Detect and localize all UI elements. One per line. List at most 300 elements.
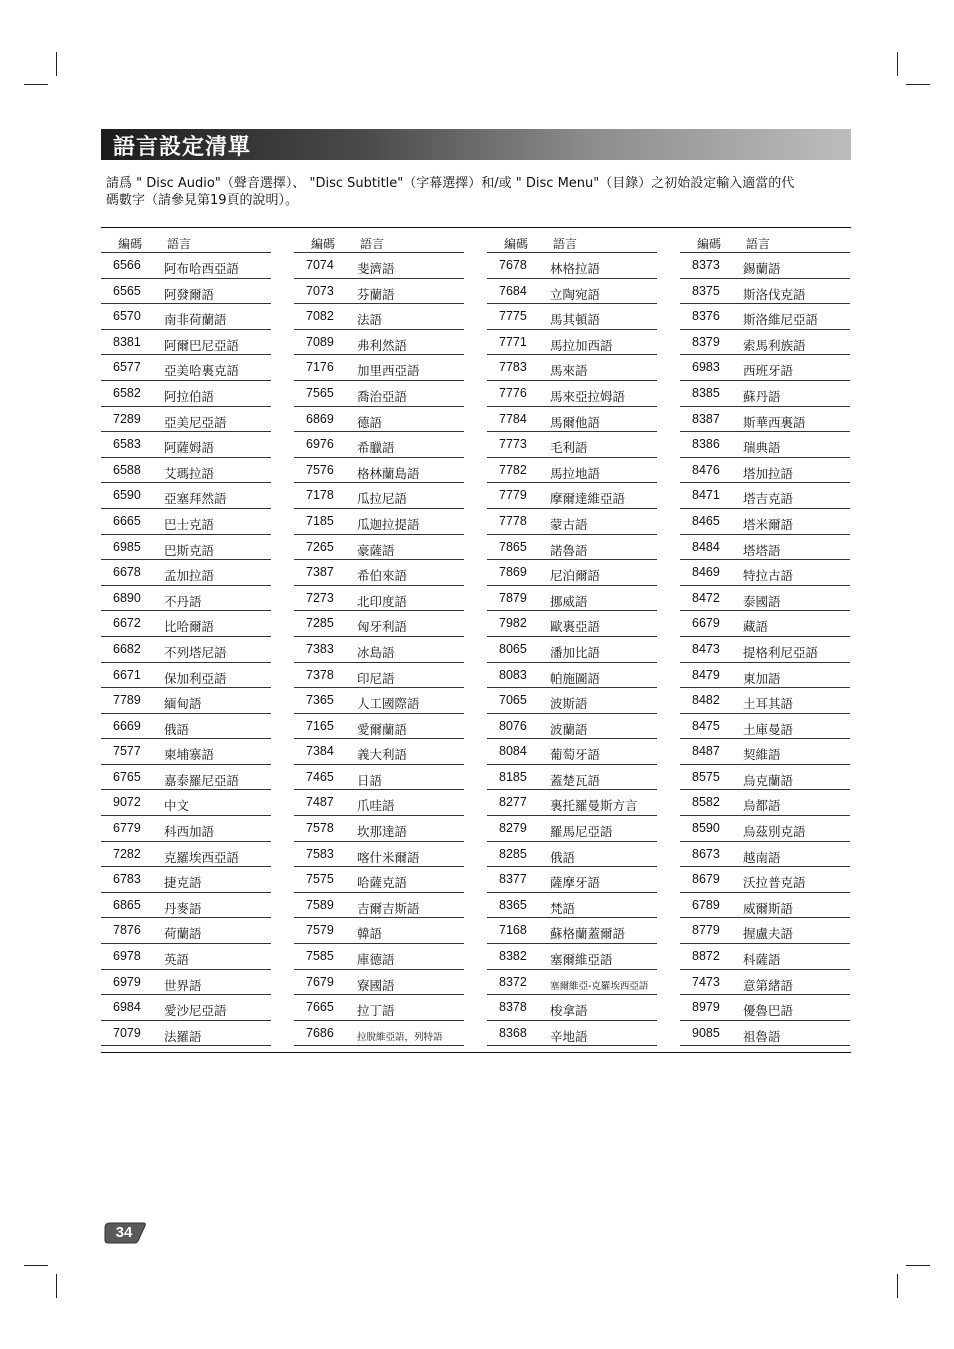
table-row bbox=[680, 253, 850, 279]
language-code: 6672 bbox=[113, 616, 141, 631]
language-code: 8473 bbox=[692, 641, 720, 656]
table-row bbox=[487, 253, 657, 279]
table-row bbox=[680, 739, 850, 765]
crop-mark bbox=[24, 1265, 48, 1266]
language-name: 阿拉伯語 bbox=[164, 388, 215, 404]
language-name: 塞爾維亞-克羅埃西亞語 bbox=[550, 980, 649, 992]
table-row bbox=[294, 893, 464, 919]
language-name: 羅馬尼亞語 bbox=[550, 824, 613, 840]
table-row bbox=[487, 714, 657, 740]
language-name: 義大利語 bbox=[357, 747, 408, 763]
language-name: 諾魯語 bbox=[550, 542, 588, 558]
language-name: 印尼語 bbox=[357, 670, 395, 686]
language-code: 7082 bbox=[306, 309, 334, 324]
language-name: 握盧夫語 bbox=[743, 926, 794, 942]
language-name: 梭拿語 bbox=[550, 1003, 588, 1019]
language-code: 8376 bbox=[692, 309, 720, 324]
table-row bbox=[101, 944, 271, 970]
table-row bbox=[680, 483, 850, 509]
table-column bbox=[294, 228, 464, 1046]
crop-mark bbox=[56, 52, 57, 76]
language-name: 人工國際語 bbox=[357, 696, 420, 712]
language-name: 愛爾蘭語 bbox=[357, 721, 408, 737]
language-code: 8475 bbox=[692, 718, 720, 733]
page-title: 語言設定清單 bbox=[113, 135, 252, 160]
language-code: 8484 bbox=[692, 539, 720, 554]
header-language: 語言 bbox=[360, 237, 385, 251]
language-code: 8065 bbox=[499, 641, 527, 656]
language-code: 7589 bbox=[306, 897, 334, 912]
table-row bbox=[680, 535, 850, 561]
language-code: 7282 bbox=[113, 846, 141, 861]
language-code: 8076 bbox=[499, 718, 527, 733]
language-name: 不丹語 bbox=[164, 593, 202, 609]
language-code: 8279 bbox=[499, 821, 527, 836]
language-code: 6984 bbox=[113, 1000, 141, 1015]
language-code: 7679 bbox=[306, 974, 334, 989]
table-row bbox=[294, 918, 464, 944]
language-code: 7465 bbox=[306, 769, 334, 784]
language-name: 拉丁語 bbox=[357, 1003, 395, 1019]
table-row bbox=[294, 970, 464, 996]
language-name: 瑞典語 bbox=[743, 440, 781, 456]
table-row bbox=[487, 304, 657, 330]
table-row bbox=[101, 330, 271, 356]
language-name: 契維語 bbox=[743, 747, 781, 763]
header-code: 編碼 bbox=[118, 237, 143, 251]
language-code: 7165 bbox=[306, 718, 334, 733]
language-code: 6779 bbox=[113, 821, 141, 836]
language-name: 馬爾他語 bbox=[550, 414, 601, 430]
language-code: 7073 bbox=[306, 283, 334, 298]
table-row bbox=[487, 970, 657, 996]
language-name: 祖魯語 bbox=[743, 1028, 781, 1044]
language-name: 寮國語 bbox=[357, 977, 395, 993]
language-name: 馬其頓語 bbox=[550, 312, 601, 328]
language-code: 6985 bbox=[113, 539, 141, 554]
crop-mark bbox=[897, 52, 898, 76]
language-name: 塔吉克語 bbox=[743, 491, 794, 507]
language-code: 6679 bbox=[692, 616, 720, 631]
language-code: 7365 bbox=[306, 693, 334, 708]
table-row bbox=[294, 637, 464, 663]
table-row bbox=[101, 253, 271, 279]
table-row bbox=[294, 509, 464, 535]
language-name: 東加語 bbox=[743, 670, 781, 686]
language-name: 吉爾吉斯語 bbox=[357, 900, 420, 916]
language-name: 蒙古語 bbox=[550, 516, 588, 532]
language-name: 阿薩姆語 bbox=[164, 440, 215, 456]
table-row bbox=[294, 995, 464, 1021]
language-name: 烏茲別克語 bbox=[743, 824, 806, 840]
language-code: 8779 bbox=[692, 923, 720, 938]
language-code: 6582 bbox=[113, 385, 141, 400]
language-code: 7577 bbox=[113, 744, 141, 759]
crop-mark bbox=[24, 84, 48, 85]
language-name: 特拉古語 bbox=[743, 568, 794, 584]
language-code: 8382 bbox=[499, 949, 527, 964]
language-code: 7576 bbox=[306, 462, 334, 477]
table-row bbox=[101, 509, 271, 535]
language-code: 7178 bbox=[306, 488, 334, 503]
column-header bbox=[101, 228, 271, 253]
language-name: 巴士克語 bbox=[164, 516, 215, 532]
language-name: 喀什米爾語 bbox=[357, 849, 420, 865]
table-row bbox=[294, 304, 464, 330]
table-row bbox=[680, 970, 850, 996]
language-name: 日語 bbox=[357, 772, 383, 788]
table-row bbox=[101, 995, 271, 1021]
language-code: 7289 bbox=[113, 411, 141, 426]
language-name: 帕施圖語 bbox=[550, 670, 601, 686]
table-bottom-rule bbox=[101, 1052, 851, 1053]
crop-mark bbox=[56, 1274, 57, 1298]
language-code: 8979 bbox=[692, 1000, 720, 1015]
table-row bbox=[487, 458, 657, 484]
language-code: 8375 bbox=[692, 283, 720, 298]
table-row bbox=[487, 739, 657, 765]
table-row bbox=[487, 637, 657, 663]
language-name: 庫德語 bbox=[357, 952, 395, 968]
table-row bbox=[294, 816, 464, 842]
language-name: 拉脫維亞語，列特語 bbox=[357, 1031, 443, 1043]
table-row bbox=[101, 970, 271, 996]
language-name: 法羅語 bbox=[164, 1028, 202, 1044]
language-code: 6566 bbox=[113, 258, 141, 272]
language-name: 保加利亞語 bbox=[164, 670, 227, 686]
language-code: 7789 bbox=[113, 693, 141, 708]
language-code: 8083 bbox=[499, 667, 527, 682]
table-row bbox=[101, 842, 271, 868]
language-name: 毛利語 bbox=[550, 440, 588, 456]
table-row bbox=[487, 944, 657, 970]
language-code: 6583 bbox=[113, 437, 141, 452]
table-row bbox=[101, 893, 271, 919]
language-name: 斯洛伐克語 bbox=[743, 286, 806, 302]
language-name: 俄語 bbox=[164, 721, 190, 737]
table-row bbox=[680, 765, 850, 791]
header-language: 語言 bbox=[553, 237, 578, 251]
language-code: 7876 bbox=[113, 923, 141, 938]
language-code: 6789 bbox=[692, 897, 720, 912]
language-name: 南非荷蘭語 bbox=[164, 312, 227, 328]
table-row bbox=[487, 560, 657, 586]
language-code: 8373 bbox=[692, 258, 720, 272]
table-row bbox=[294, 867, 464, 893]
language-code: 8377 bbox=[499, 872, 527, 887]
language-name: 威爾斯語 bbox=[743, 900, 794, 916]
language-name: 土庫曼語 bbox=[743, 721, 794, 737]
language-name: 摩爾達維亞語 bbox=[550, 491, 626, 507]
language-code: 8590 bbox=[692, 821, 720, 836]
language-name: 馬拉地語 bbox=[550, 465, 601, 481]
table-row bbox=[487, 586, 657, 612]
table-row bbox=[487, 355, 657, 381]
language-code: 7176 bbox=[306, 360, 334, 375]
table-row bbox=[294, 355, 464, 381]
language-name: 愛沙尼亞語 bbox=[164, 1003, 227, 1019]
language-name: 梵語 bbox=[550, 900, 576, 916]
language-code: 9085 bbox=[692, 1025, 720, 1040]
language-code: 6682 bbox=[113, 641, 141, 656]
language-code: 6979 bbox=[113, 974, 141, 989]
language-code: 8385 bbox=[692, 385, 720, 400]
table-row bbox=[101, 918, 271, 944]
language-name: 巴斯克語 bbox=[164, 542, 215, 558]
table-row bbox=[680, 995, 850, 1021]
table-row bbox=[294, 611, 464, 637]
table-row bbox=[487, 867, 657, 893]
table-row bbox=[101, 1021, 271, 1047]
header-code: 編碼 bbox=[311, 237, 336, 251]
table-row bbox=[680, 560, 850, 586]
language-name: 塞爾維亞語 bbox=[550, 952, 613, 968]
table-row bbox=[680, 355, 850, 381]
table-row bbox=[487, 663, 657, 689]
language-name: 嘉泰羅尼亞語 bbox=[164, 772, 240, 788]
language-name: 艾瑪拉語 bbox=[164, 465, 215, 481]
table-row bbox=[680, 688, 850, 714]
language-name: 爪哇語 bbox=[357, 798, 395, 814]
language-code: 7473 bbox=[692, 974, 720, 989]
language-name: 捷克語 bbox=[164, 875, 202, 891]
crop-mark bbox=[897, 1274, 898, 1298]
language-code: 8575 bbox=[692, 769, 720, 784]
language-code: 6665 bbox=[113, 513, 141, 528]
language-code: 6570 bbox=[113, 309, 141, 324]
table-row bbox=[101, 483, 271, 509]
language-code: 8285 bbox=[499, 846, 527, 861]
table-row bbox=[101, 560, 271, 586]
language-code: 6678 bbox=[113, 565, 141, 580]
table-row bbox=[680, 867, 850, 893]
language-code: 8465 bbox=[692, 513, 720, 528]
table-row bbox=[101, 688, 271, 714]
language-name: 克羅埃西亞語 bbox=[164, 849, 240, 865]
language-code: 6671 bbox=[113, 667, 141, 682]
table-row bbox=[680, 893, 850, 919]
table-row bbox=[487, 611, 657, 637]
page-number-badge bbox=[104, 1222, 146, 1244]
table-row bbox=[294, 560, 464, 586]
language-name: 波蘭語 bbox=[550, 721, 588, 737]
language-code: 7585 bbox=[306, 949, 334, 964]
header-code: 編碼 bbox=[504, 237, 529, 251]
language-name: 泰國語 bbox=[743, 593, 781, 609]
table-row bbox=[101, 714, 271, 740]
language-code: 8372 bbox=[499, 974, 527, 989]
language-name: 塔加拉語 bbox=[743, 465, 794, 481]
table-row bbox=[101, 867, 271, 893]
language-code: 7778 bbox=[499, 513, 527, 528]
language-name: 立陶宛語 bbox=[550, 286, 601, 302]
language-name: 辛地語 bbox=[550, 1028, 588, 1044]
language-code: 6869 bbox=[306, 411, 334, 426]
table-row bbox=[101, 816, 271, 842]
language-code: 8471 bbox=[692, 488, 720, 503]
intro-line: 碼數字（請參見第19頁的說明）。 bbox=[106, 193, 299, 208]
language-name: 世界語 bbox=[164, 977, 202, 993]
title-bar bbox=[101, 129, 851, 160]
table-row bbox=[680, 304, 850, 330]
table-row bbox=[487, 816, 657, 842]
language-name: 格林蘭島語 bbox=[357, 465, 420, 481]
language-code: 7168 bbox=[499, 923, 527, 938]
language-name: 尼泊爾語 bbox=[550, 568, 601, 584]
language-name: 斯洛維尼亞語 bbox=[743, 312, 819, 328]
language-code: 8084 bbox=[499, 744, 527, 759]
language-name: 斯華西裏語 bbox=[743, 414, 806, 430]
language-name: 希臘語 bbox=[357, 440, 395, 456]
language-name: 林格拉語 bbox=[550, 261, 601, 276]
table-row bbox=[680, 944, 850, 970]
language-name: 緬甸語 bbox=[164, 696, 202, 712]
language-code: 7686 bbox=[306, 1025, 334, 1040]
language-name: 比哈爾語 bbox=[164, 619, 215, 635]
language-code: 6588 bbox=[113, 462, 141, 477]
language-name: 德語 bbox=[357, 414, 383, 430]
language-name: 科西加語 bbox=[164, 824, 215, 840]
table-row bbox=[680, 509, 850, 535]
language-code: 7383 bbox=[306, 641, 334, 656]
language-code: 7079 bbox=[113, 1025, 141, 1040]
table-column bbox=[101, 228, 271, 1046]
table-row bbox=[294, 279, 464, 305]
table-row bbox=[680, 458, 850, 484]
page-number: 34 bbox=[115, 1224, 133, 1241]
language-code: 7869 bbox=[499, 565, 527, 580]
table-row bbox=[294, 432, 464, 458]
table-row bbox=[101, 663, 271, 689]
table-row bbox=[487, 330, 657, 356]
language-code: 7879 bbox=[499, 590, 527, 605]
language-name: 不列塔尼語 bbox=[164, 644, 227, 660]
table-row bbox=[680, 330, 850, 356]
column-header bbox=[294, 228, 464, 253]
language-code: 7579 bbox=[306, 923, 334, 938]
language-code: 6669 bbox=[113, 718, 141, 733]
language-code: 8679 bbox=[692, 872, 720, 887]
language-name: 錫蘭語 bbox=[743, 261, 781, 276]
language-code: 7583 bbox=[306, 846, 334, 861]
language-code: 7074 bbox=[306, 258, 334, 272]
language-name: 提格利尼亞語 bbox=[743, 644, 819, 660]
language-name: 亞塞拜然語 bbox=[164, 491, 227, 507]
table-row bbox=[487, 688, 657, 714]
language-name: 烏克蘭語 bbox=[743, 772, 794, 788]
table-row bbox=[487, 1021, 657, 1047]
table-row bbox=[680, 279, 850, 305]
language-code: 7089 bbox=[306, 334, 334, 349]
language-code: 8277 bbox=[499, 795, 527, 810]
table-row bbox=[294, 586, 464, 612]
language-name: 索馬利族語 bbox=[743, 337, 806, 353]
language-code: 6865 bbox=[113, 897, 141, 912]
language-name: 加里西亞語 bbox=[357, 363, 420, 379]
table-row bbox=[294, 253, 464, 279]
table-row bbox=[680, 407, 850, 433]
language-name: 蘇丹語 bbox=[743, 388, 781, 404]
language-name: 阿爾巴尼亞語 bbox=[164, 337, 240, 353]
language-name: 科薩語 bbox=[743, 952, 781, 968]
language-code: 7575 bbox=[306, 872, 334, 887]
header-code: 編碼 bbox=[697, 237, 722, 251]
column-header bbox=[680, 228, 850, 253]
table-row bbox=[294, 714, 464, 740]
language-name: 俄語 bbox=[550, 849, 576, 865]
table-column bbox=[487, 228, 657, 1046]
language-code: 7487 bbox=[306, 795, 334, 810]
table-row bbox=[487, 535, 657, 561]
language-code: 6565 bbox=[113, 283, 141, 298]
language-code: 7387 bbox=[306, 565, 334, 580]
language-code: 7782 bbox=[499, 462, 527, 477]
language-name: 薩摩牙語 bbox=[550, 875, 601, 891]
table-row bbox=[680, 381, 850, 407]
language-name: 波斯語 bbox=[550, 696, 588, 712]
table-row bbox=[487, 995, 657, 1021]
language-name: 沃拉普克語 bbox=[743, 875, 806, 891]
table-row bbox=[487, 918, 657, 944]
table-row bbox=[101, 535, 271, 561]
table-row bbox=[487, 407, 657, 433]
intro-line: 請爲 " Disc Audio"（聲音選擇）、 "Disc Subtitle"（字幕選擇）和/或 " Disc Menu"（目錄）之初始設定輸入適當的代 bbox=[106, 176, 795, 191]
language-code: 7776 bbox=[499, 385, 527, 400]
table-row bbox=[294, 1021, 464, 1047]
language-code: 8368 bbox=[499, 1025, 527, 1040]
language-name: 斐濟語 bbox=[357, 261, 395, 276]
language-code: 8472 bbox=[692, 590, 720, 605]
table-row bbox=[487, 483, 657, 509]
crop-mark bbox=[906, 1265, 930, 1266]
language-name: 荷蘭語 bbox=[164, 926, 202, 942]
language-name: 法語 bbox=[357, 312, 383, 328]
language-name: 弗利然語 bbox=[357, 337, 408, 353]
table-row bbox=[101, 407, 271, 433]
language-code: 6978 bbox=[113, 949, 141, 964]
language-code: 8487 bbox=[692, 744, 720, 759]
language-code: 7065 bbox=[499, 693, 527, 708]
language-name: 哈薩克語 bbox=[357, 875, 408, 891]
language-name: 瓜迦拉提語 bbox=[357, 516, 420, 532]
language-name: 喬治亞語 bbox=[357, 388, 408, 404]
language-name: 冰島語 bbox=[357, 644, 395, 660]
language-code: 7578 bbox=[306, 821, 334, 836]
language-code: 8365 bbox=[499, 897, 527, 912]
language-code: 7865 bbox=[499, 539, 527, 554]
language-name: 瓜拉尼語 bbox=[357, 491, 408, 507]
language-name: 希伯來語 bbox=[357, 568, 408, 584]
language-name: 潘加比語 bbox=[550, 644, 601, 660]
language-name: 烏都語 bbox=[743, 798, 781, 814]
table-row bbox=[294, 458, 464, 484]
language-name: 土耳其語 bbox=[743, 696, 794, 712]
language-name: 丹麥語 bbox=[164, 900, 202, 916]
table-row bbox=[487, 842, 657, 868]
language-name: 亞美尼亞語 bbox=[164, 414, 227, 430]
table-row bbox=[294, 944, 464, 970]
table-row bbox=[487, 893, 657, 919]
header-language: 語言 bbox=[167, 237, 192, 251]
table-row bbox=[101, 279, 271, 305]
language-code: 7773 bbox=[499, 437, 527, 452]
language-code: 8381 bbox=[113, 334, 141, 349]
language-code: 7285 bbox=[306, 616, 334, 631]
language-name: 阿發爾語 bbox=[164, 286, 215, 302]
language-name: 葡萄牙語 bbox=[550, 747, 601, 763]
language-code: 7783 bbox=[499, 360, 527, 375]
language-name: 越南語 bbox=[743, 849, 781, 865]
